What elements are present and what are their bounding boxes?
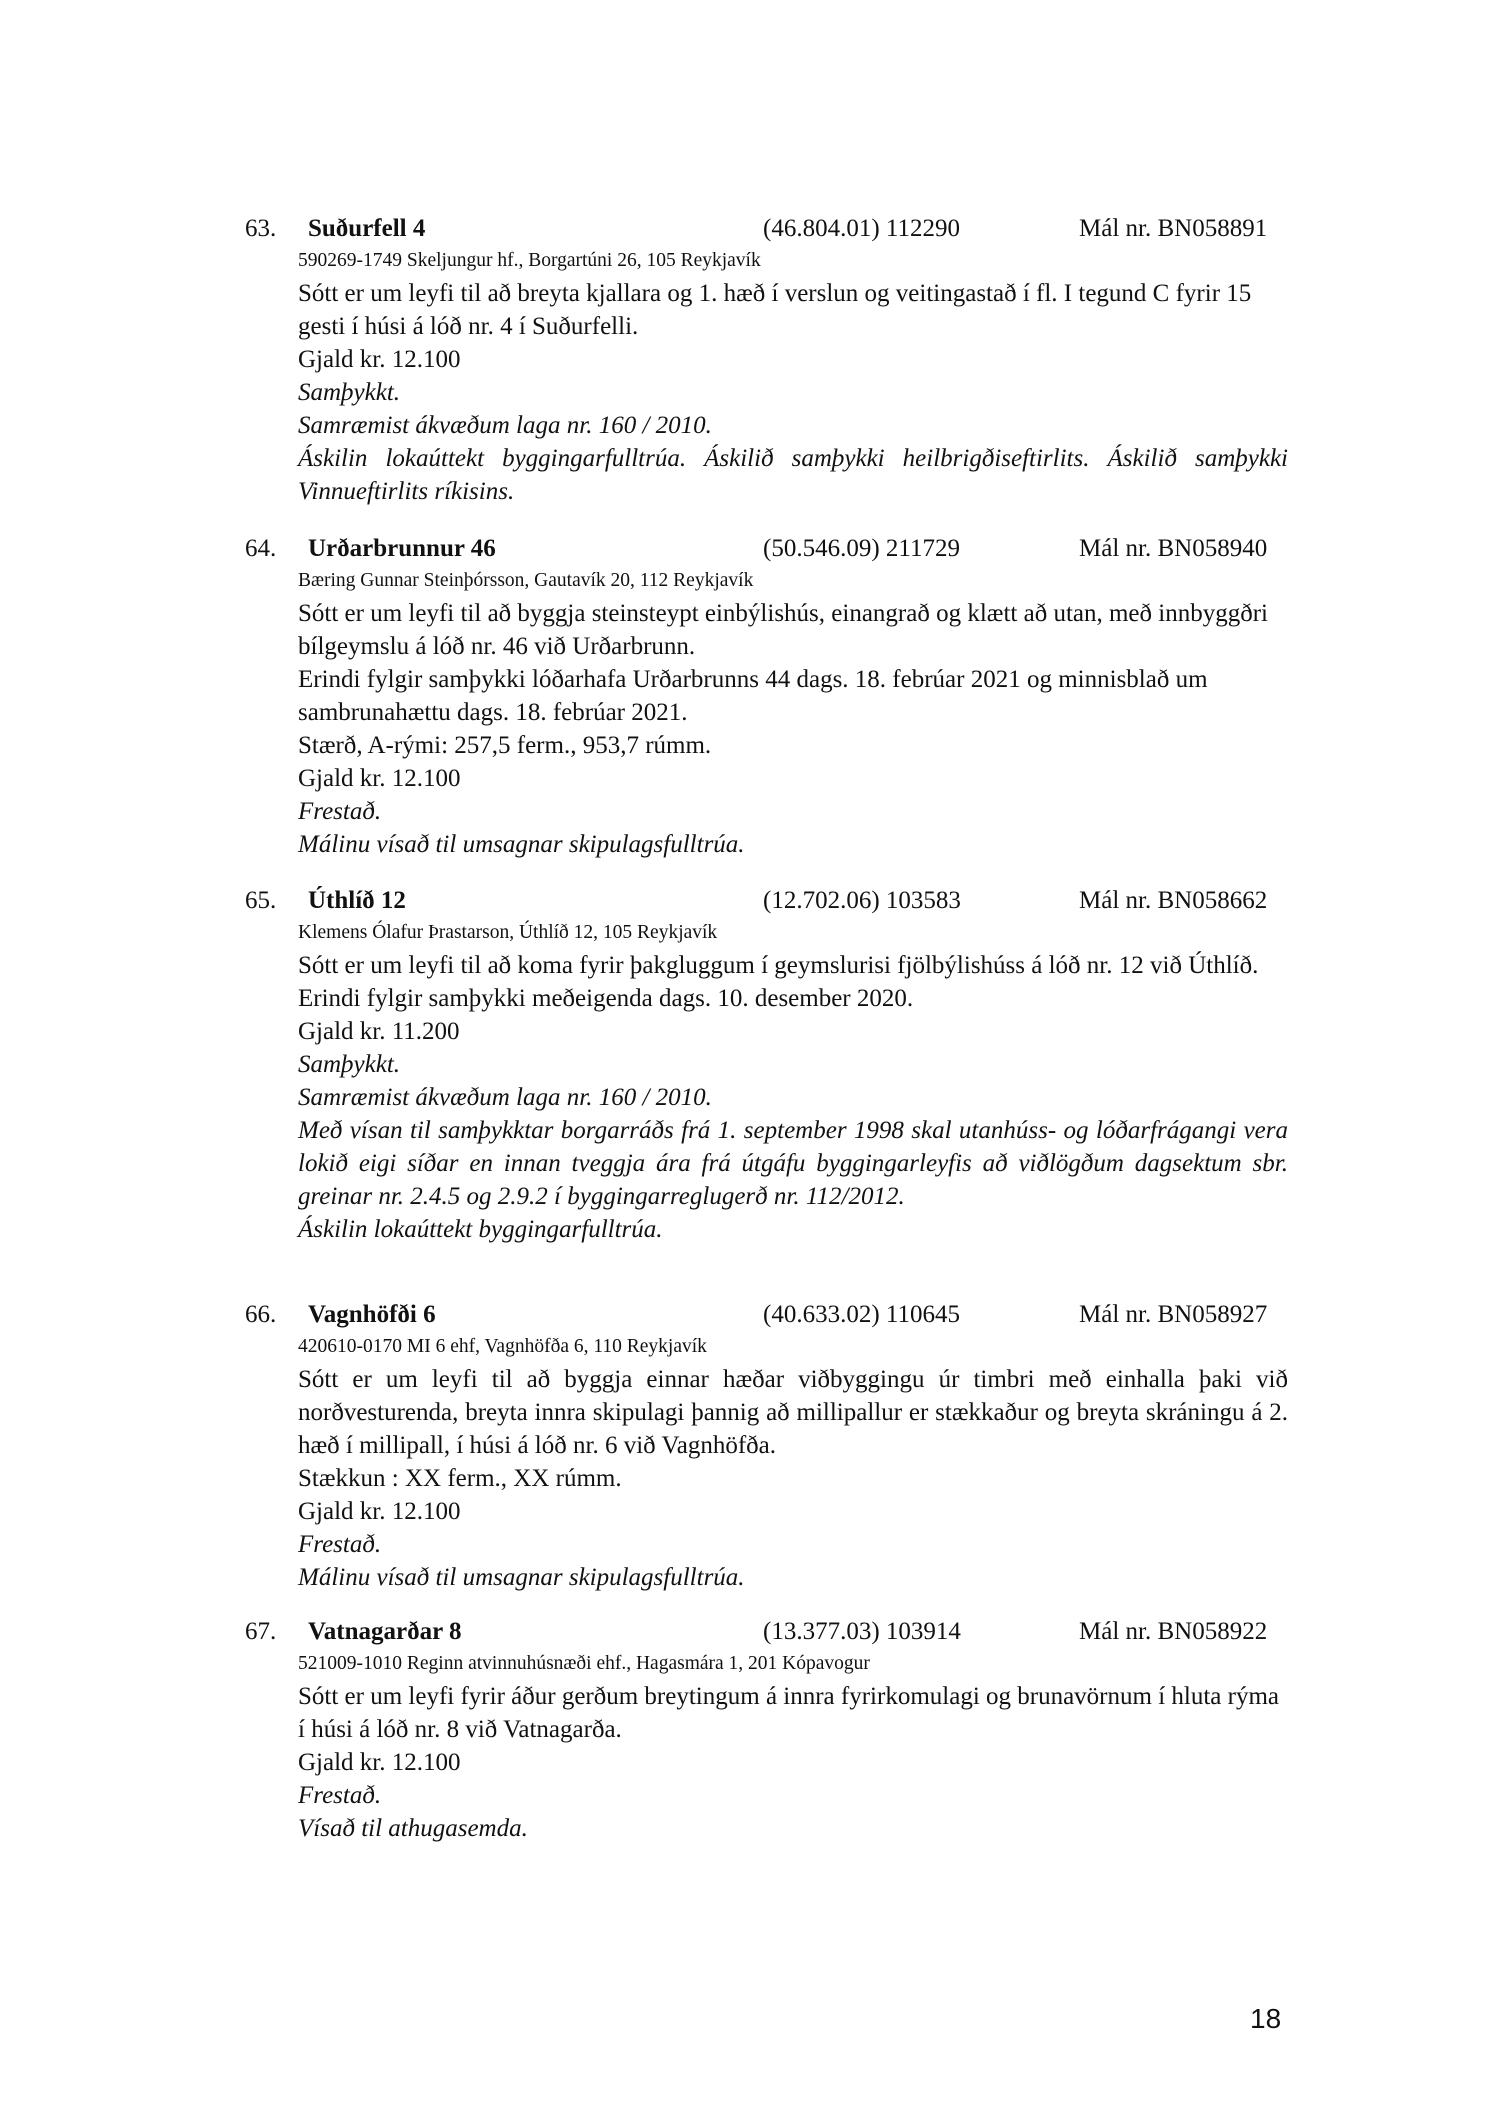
land-id: (50.546.09) 211729 [763, 535, 960, 562]
case-number: 65. [245, 887, 277, 914]
case-body [298, 1333, 1288, 1594]
case-header [0, 532, 1500, 566]
case-header [0, 1298, 1500, 1332]
case-no: Mál nr. BN058922 [1079, 1618, 1268, 1645]
fee: Gjald kr. 11.200 [298, 1018, 460, 1045]
case-number: 63. [245, 215, 277, 242]
land-id: (13.377.03) 103914 [763, 1618, 961, 1645]
description: Sótt er um leyfi fyrir áður gerðum breytingum á innra fyrirkomulagi og brunavörnum í hluta rýma í húsi á lóð nr. 8 við Vatnagarða. [298, 1683, 1280, 1743]
applicant: 420610-0170 MI 6 ehf, Vagnhöfða 6, 110 Reykjavík [298, 1336, 707, 1357]
case-no: Mál nr. BN058940 [1079, 535, 1268, 562]
note: Málinu vísað til umsagnar skipulagsfulltrúa. [298, 1564, 745, 1591]
case-number: 67. [245, 1618, 277, 1645]
note: Samræmist ákvæðum laga nr. 160 / 2010. [298, 412, 712, 439]
case-body [298, 919, 1288, 1246]
note: Samræmist ákvæðum laga nr. 160 / 2010. [298, 1084, 712, 1111]
fee: Gjald kr. 12.100 [298, 1498, 461, 1525]
attachment-note: Erindi fylgir samþykki meðeigenda dags. 10. desember 2020. [298, 985, 914, 1012]
case-address: Vatnagarðar 8 [308, 1618, 462, 1645]
fee: Gjald kr. 12.100 [298, 765, 461, 792]
applicant: Klemens Ólafur Þrastarson, Úthlíð 12, 105 Reykjavík [298, 922, 718, 943]
applicant: 521009-1010 Reginn atvinnuhúsnæði ehf., Hagasmára 1, 201 Kópavogur [298, 1653, 870, 1674]
note: Með vísan til samþykktar borgarráðs frá 1. september 1998 skal utanhúss- og lóðarfrágangi vera lokið eigi síðar en innan tveggja ára frá útgáfu byggingarleyfis að viðlögðum dagsektum sbr. greinar nr. 2.4.5 og 2.9.2 í byggingarreglugerð nr. 112/2012. [298, 1117, 1288, 1210]
case-header [0, 1615, 1500, 1649]
case-address: Suðurfell 4 [308, 215, 426, 242]
attachment-note: Erindi fylgir samþykki lóðarhafa Urðarbrunns 44 dags. 18. febrúar 2021 og minnisblað um sambrunahættu dags. 18. febrúar 2021. [298, 666, 1208, 726]
decision: Frestað. [298, 1531, 382, 1558]
decision: Frestað. [298, 1782, 382, 1809]
case-address: Urðarbrunnur 46 [308, 535, 496, 562]
case-no: Mál nr. BN058927 [1079, 1301, 1268, 1328]
case-number: 66. [245, 1301, 277, 1328]
land-id: (46.804.01) 112290 [763, 215, 960, 242]
case-body [298, 567, 1288, 861]
fee: Gjald kr. 12.100 [298, 1749, 461, 1776]
case-body [298, 1650, 1288, 1845]
case-number: 64. [245, 535, 277, 562]
description: Sótt er um leyfi til að byggja steinsteypt einbýlishús, einangrað og klætt að utan, með innbyggðri bílgeymslu á lóð nr. 46 við Urðarbrunn. [298, 600, 1268, 660]
page-number: 18 [1250, 2003, 1282, 2034]
case-no: Mál nr. BN058891 [1079, 215, 1268, 242]
applicant: 590269-1749 Skeljungur hf., Borgartúni 26, 105 Reykjavík [298, 250, 761, 271]
note: Áskilin lokaúttekt byggingarfulltrúa. [298, 1216, 663, 1243]
case-no: Mál nr. BN058662 [1079, 887, 1268, 914]
description: Sótt er um leyfi til að byggja einnar hæðar viðbyggingu úr timbri með einhalla þaki við norðvesturenda, breyta innra skipulagi þannig að millipallur er stækkaður og breyta skráningu á 2. hæð í millipall, í húsi á lóð nr. 6 við Vagnhöfða. [298, 1366, 1288, 1459]
size: Stækkun : XX ferm., XX rúmm. [298, 1465, 622, 1492]
case-address: Vagnhöfði 6 [308, 1301, 436, 1328]
applicant: Bæring Gunnar Steinþórsson, Gautavík 20, 112 Reykjavík [298, 570, 754, 591]
description: Sótt er um leyfi til að breyta kjallara og 1. hæð í verslun og veitingastað í fl. I tegund C fyrir 15 gesti í húsi á lóð nr. 4 í Suðurfelli. [298, 280, 1252, 340]
case-header [0, 212, 1500, 246]
case-body [298, 247, 1288, 508]
note: Málinu vísað til umsagnar skipulagsfulltrúa. [298, 831, 745, 858]
decision: Samþykkt. [298, 1051, 401, 1078]
decision: Frestað. [298, 798, 382, 825]
note: Vísað til athugasemda. [298, 1815, 528, 1842]
land-id: (12.702.06) 103583 [763, 887, 961, 914]
decision: Samþykkt. [298, 379, 401, 406]
note: Áskilin lokaúttekt byggingarfulltrúa. Áskilið samþykki heilbrigðiseftirlits. Áskilið samþykki Vinnueftirlits ríkisins. [298, 445, 1288, 505]
case-address: Úthlíð 12 [308, 887, 406, 914]
size: Stærð, A-rými: 257,5 ferm., 953,7 rúmm. [298, 732, 712, 759]
land-id: (40.633.02) 110645 [763, 1301, 960, 1328]
fee: Gjald kr. 12.100 [298, 346, 461, 373]
description: Sótt er um leyfi til að koma fyrir þakgluggum í geymslurisi fjölbýlishúss á lóð nr. 12 við Úthlíð. [298, 952, 1259, 979]
case-header [0, 884, 1500, 918]
